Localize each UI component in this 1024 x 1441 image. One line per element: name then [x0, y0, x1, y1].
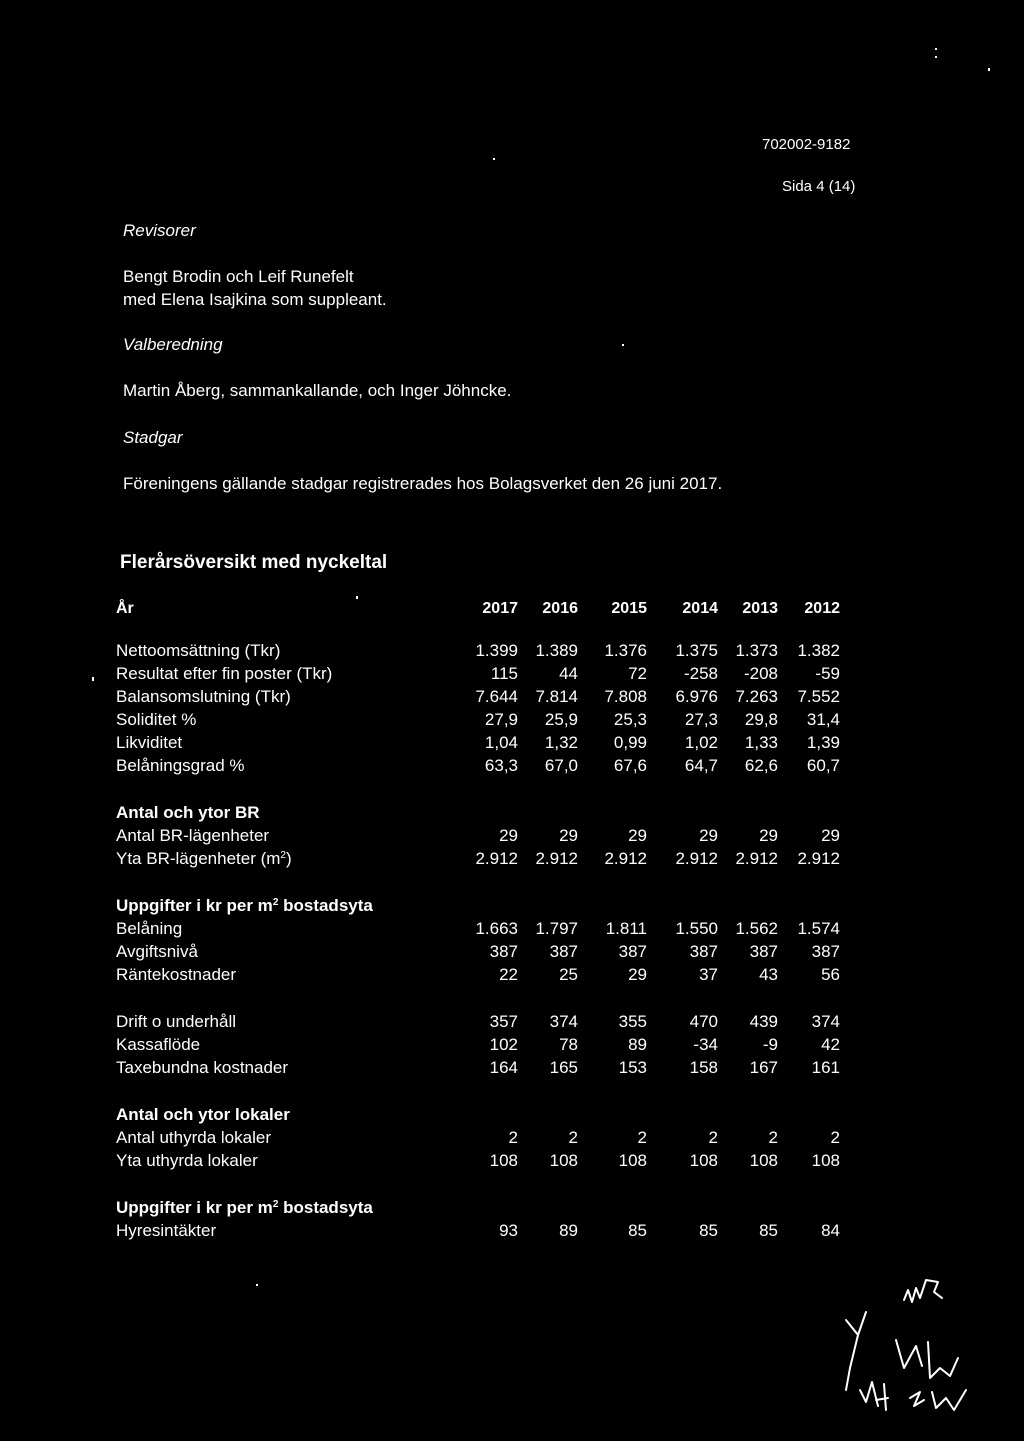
cell: 29: [821, 826, 840, 845]
row-label: Belåningsgrad %: [116, 756, 245, 775]
cell: 1,02: [684, 733, 718, 752]
table-row: [116, 731, 840, 754]
cell: 2.912: [475, 849, 518, 868]
cell: 29: [628, 965, 647, 984]
cell: 85: [628, 1221, 647, 1240]
cell: 67,6: [613, 756, 647, 775]
revisorer-line-2: med Elena Isajkina som suppleant.: [123, 290, 387, 309]
section-heading-row: [116, 1196, 840, 1219]
cell: 37: [699, 965, 718, 984]
valberedning-text: Martin Åberg, sammankallande, och Inger Jöhncke.: [123, 381, 512, 400]
year-2014: 2014: [682, 599, 718, 617]
cell: 1.797: [535, 919, 578, 938]
cell: 108: [549, 1151, 578, 1170]
cell: 108: [618, 1151, 647, 1170]
cell: 387: [549, 942, 578, 961]
cell: 153: [618, 1058, 647, 1077]
cell: -208: [743, 664, 778, 683]
row-label: Taxebundna kostnader: [116, 1058, 289, 1077]
cell: 1.373: [735, 641, 778, 660]
heading-text: bostadsyta: [278, 1198, 373, 1217]
cell: 31,4: [806, 710, 840, 729]
cell: 108: [811, 1151, 840, 1170]
year-2017: 2017: [482, 599, 518, 617]
cell: 1.375: [675, 641, 718, 660]
year-2016: 2016: [542, 599, 578, 617]
cell: 1.550: [675, 919, 718, 938]
row-label: Kassaflöde: [116, 1035, 201, 1054]
table-row: [116, 1056, 840, 1079]
cell: 1.562: [735, 919, 778, 938]
cell: 167: [749, 1058, 778, 1077]
row-label: [116, 847, 456, 870]
cell: 56: [821, 965, 840, 984]
handwritten-initials: [836, 1250, 996, 1420]
table-row: [116, 1149, 840, 1172]
cell: 62,6: [744, 756, 778, 775]
cell: 43: [759, 965, 778, 984]
cell: 2: [568, 1128, 578, 1147]
year-2012: 2012: [804, 599, 840, 617]
cell: 25,3: [613, 710, 647, 729]
row-label: Räntekostnader: [116, 965, 237, 984]
row-label: Yta uthyrda lokaler: [116, 1151, 258, 1170]
cell: 89: [628, 1035, 647, 1054]
row-label: Hyresintäkter: [116, 1221, 217, 1240]
table-row: [116, 1033, 840, 1056]
scan-speck: [356, 596, 358, 599]
cell: 27,3: [684, 710, 718, 729]
cell: 374: [811, 1012, 840, 1031]
cell: 1,33: [744, 733, 778, 752]
row-label: Belåning: [116, 919, 183, 938]
cell: -9: [762, 1035, 778, 1054]
cell: 29: [699, 826, 718, 845]
cell: 387: [489, 942, 518, 961]
scan-speck: [935, 48, 937, 50]
heading-text: bostadsyta: [278, 896, 373, 915]
spacer: [116, 777, 840, 801]
cell: 1.663: [475, 919, 518, 938]
cell: 2: [637, 1128, 647, 1147]
cell: 84: [821, 1221, 840, 1240]
cell: 85: [699, 1221, 718, 1240]
cell: 115: [490, 664, 518, 683]
cell: 72: [628, 664, 647, 683]
cell: 93: [499, 1221, 518, 1240]
kr-rows-2: [116, 1010, 840, 1079]
cell: 357: [489, 1012, 518, 1031]
cell: 1.382: [797, 641, 840, 660]
section-hyra-heading: [116, 1196, 840, 1219]
table-row: [116, 639, 840, 662]
stadgar-text: Föreningens gällande stadgar registrerades hos Bolagsverket den 26 juni 2017.: [123, 474, 723, 493]
row-label: Antal BR-lägenheter: [116, 826, 270, 845]
cell: 161: [811, 1058, 840, 1077]
cell: 2.912: [735, 849, 778, 868]
superscript: 2: [272, 1199, 279, 1210]
cell: 1,39: [806, 733, 840, 752]
row-label: Resultat efter fin poster (Tkr): [116, 664, 333, 683]
kr-rows: [116, 917, 840, 986]
cell: 108: [489, 1151, 518, 1170]
superscript: 2: [280, 850, 286, 861]
cell: 25: [559, 965, 578, 984]
cell: 2.912: [675, 849, 718, 868]
cell: 44: [559, 664, 578, 683]
cell: -258: [683, 664, 718, 683]
br-rows-1: [116, 824, 840, 847]
year-header-row: [116, 595, 840, 621]
cell: 27,9: [484, 710, 518, 729]
table-row: [116, 963, 840, 986]
cell: 108: [689, 1151, 718, 1170]
row-label: Balansomslutning (Tkr): [116, 687, 291, 706]
cell: 29: [499, 826, 518, 845]
row-label: Soliditet %: [116, 710, 197, 729]
spacer: [116, 870, 840, 894]
row-label: Likviditet: [116, 733, 183, 752]
cell: 1,04: [484, 733, 518, 752]
cell: 387: [749, 942, 778, 961]
cell: 1.376: [604, 641, 647, 660]
heading-text: Uppgifter i kr per m: [116, 896, 273, 915]
row-label: Antal uthyrda lokaler: [116, 1128, 271, 1147]
table-row: [116, 940, 840, 963]
stadgar-heading: Stadgar: [123, 428, 183, 447]
row-label: Drift o underhåll: [116, 1012, 237, 1031]
scan-speck: [988, 68, 990, 71]
table-row: [116, 685, 840, 708]
cell: 29: [559, 826, 578, 845]
cell: 2.912: [797, 849, 840, 868]
cell: 102: [489, 1035, 518, 1054]
scan-speck: [493, 158, 495, 160]
cell: 2: [708, 1128, 718, 1147]
label-text: ): [285, 849, 292, 868]
cell: 78: [559, 1035, 578, 1054]
scan-speck: [256, 1284, 258, 1286]
cell: 63,3: [484, 756, 518, 775]
cell: 165: [549, 1058, 578, 1077]
valberedning-heading: Valberedning: [123, 335, 223, 354]
page-number: Sida 4 (14): [782, 178, 856, 195]
cell: 1.811: [605, 919, 647, 938]
label-text: Yta BR-lägenheter (m: [116, 849, 281, 868]
section-br-heading: Antal och ytor BR: [116, 803, 260, 822]
heading-text: Uppgifter i kr per m: [116, 1198, 273, 1217]
org-number: 702002-9182: [762, 136, 851, 153]
cell: 67,0: [544, 756, 578, 775]
spacer: [116, 1079, 840, 1103]
cell: 25,9: [544, 710, 578, 729]
cell: 7.552: [797, 687, 840, 706]
cell: 7.814: [535, 687, 578, 706]
row-label: Avgiftsnivå: [116, 942, 198, 961]
cell: 108: [749, 1151, 778, 1170]
section-heading-row: [116, 1103, 840, 1126]
cell: 2: [508, 1128, 518, 1147]
cell: 29: [759, 826, 778, 845]
section-heading-row: [116, 894, 840, 917]
table-row: [116, 754, 840, 777]
cell: 29: [628, 826, 647, 845]
table-row: [116, 708, 840, 731]
superscript: 2: [272, 897, 279, 908]
cell: 1,32: [544, 733, 578, 752]
cell: 1.389: [535, 641, 578, 660]
cell: 2.912: [604, 849, 647, 868]
table-row: [116, 1126, 840, 1149]
row-label: Nettoomsättning (Tkr): [116, 641, 281, 660]
cell: 387: [689, 942, 718, 961]
table-row: [116, 1219, 840, 1242]
main-rows: [116, 639, 840, 777]
spacer: [116, 621, 840, 639]
revisorer-heading: Revisorer: [123, 221, 196, 240]
lokaler-rows: [116, 1126, 840, 1172]
cell: 1.574: [797, 919, 840, 938]
scan-speck: [92, 677, 94, 681]
scan-speck: [935, 56, 937, 58]
table-row: [116, 824, 840, 847]
year-2013: 2013: [742, 599, 778, 617]
cell: 60,7: [806, 756, 840, 775]
cell: 7.644: [475, 687, 518, 706]
cell: 439: [749, 1012, 778, 1031]
cell: 29,8: [744, 710, 778, 729]
table-row: [116, 917, 840, 940]
cell: 158: [689, 1058, 718, 1077]
cell: 2: [830, 1128, 840, 1147]
section-heading-row: [116, 801, 840, 824]
section-lokaler-heading: Antal och ytor lokaler: [116, 1105, 290, 1124]
cell: 2.912: [535, 849, 578, 868]
cell: 355: [618, 1012, 647, 1031]
table-row: [116, 662, 840, 685]
cell: 387: [811, 942, 840, 961]
cell: 2: [768, 1128, 778, 1147]
cell: 22: [499, 965, 518, 984]
cell: 7.808: [604, 687, 647, 706]
section-kr-heading: [116, 894, 840, 917]
spacer: [116, 1172, 840, 1196]
cell: 89: [559, 1221, 578, 1240]
hyra-rows: [116, 1219, 840, 1242]
year-label: År: [116, 599, 134, 617]
overview-title: Flerårsöversikt med nyckeltal: [120, 552, 388, 573]
revisorer-line-1: Bengt Brodin och Leif Runefelt: [123, 267, 354, 286]
cell: 7.263: [735, 687, 778, 706]
table-row: [116, 1010, 840, 1033]
spacer: [116, 986, 840, 1010]
cell: 1.399: [475, 641, 518, 660]
year-2015: 2015: [611, 599, 647, 617]
cell: 470: [689, 1012, 718, 1031]
cell: -59: [815, 664, 840, 683]
cell: 42: [821, 1035, 840, 1054]
cell: 374: [549, 1012, 578, 1031]
scan-speck: [622, 344, 624, 346]
cell: -34: [693, 1035, 718, 1054]
cell: 6.976: [675, 687, 718, 706]
table-row: [116, 847, 840, 870]
cell: 387: [618, 942, 647, 961]
cell: 0,99: [613, 733, 647, 752]
cell: 64,7: [684, 756, 718, 775]
cell: 85: [759, 1221, 778, 1240]
cell: 164: [489, 1058, 518, 1077]
key-figures-table: [116, 595, 840, 1242]
